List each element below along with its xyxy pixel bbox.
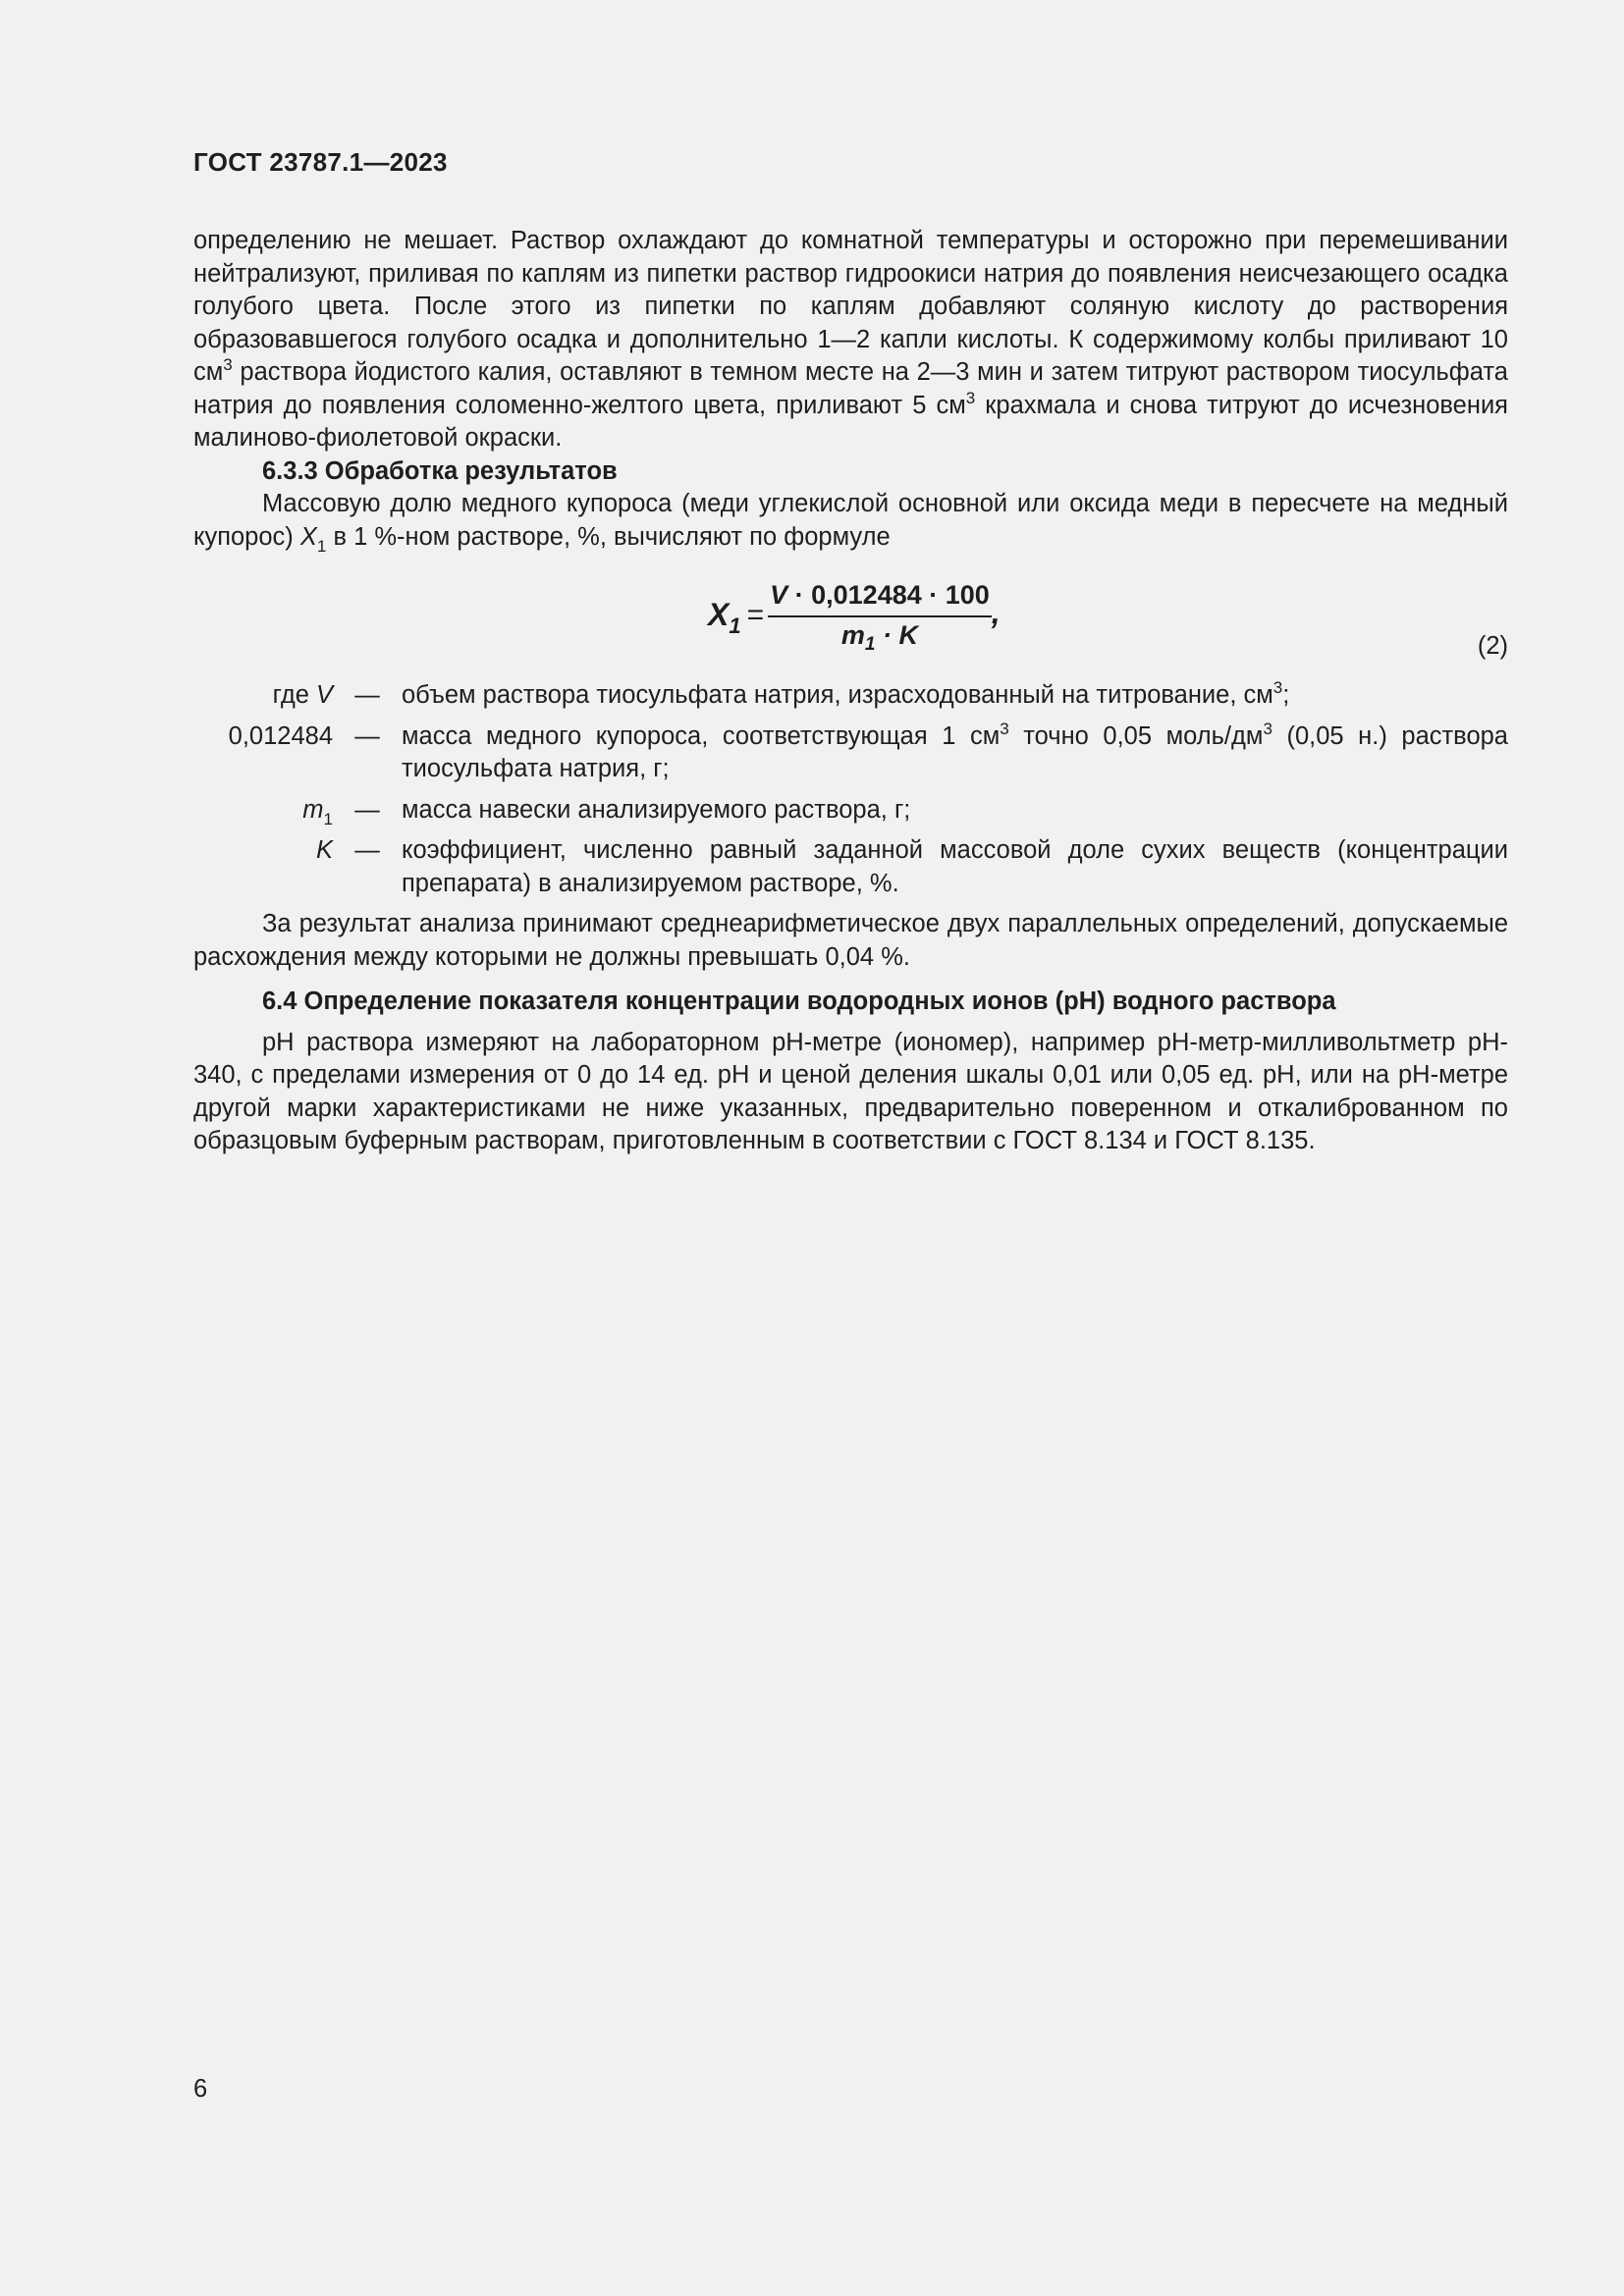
definition-text: масса медного купороса, соответствующая 1 $см^3$ точно 0,05 моль/$дм^3$ (0,05 н.) раствора тиосульфата натрия, г; — [402, 719, 1508, 782]
formula-2 — [708, 579, 1001, 655]
page-number: 6 — [193, 2075, 208, 2103]
definition-text: масса навески анализируемого раствора, г; — [402, 795, 911, 824]
section-heading-6-3-3: 6.3.3 Обработка результатов — [262, 456, 618, 485]
definition-constant: 0,012484 — масса медного купороса, соответствующая 1 $см^3$ точно 0,05 моль/$дм^3$ (0,05 н.) раствора тиосульфата натрия, г; — [193, 721, 1508, 786]
formula-numerator: V · 0,012484 · 100 — [768, 579, 992, 617]
definition-k: K — коэффициент, численно равный заданной массовой доле сухих веществ (концентрации препарата) в анализируемом растворе, %. — [193, 834, 1508, 900]
definition-symbol: $m_1$ — [302, 795, 333, 828]
section-6-4-text: pH раствора измеряют на лабораторном pH-метре (иономер), например pH-метр-милливольтметр pH-340, с пределами измерения от 0 до 14 ед. pH и ценой деления шкалы 0,01 или 0,05 ед. pH, или на pH-метре другой марки характеристиками не ниже указанных, предварительно поверенном и откалиброванном по образцовым буферным растворам, приготовленным в соответствии с ГОСТ 8.134 и ГОСТ 8.135. — [193, 1028, 1508, 1154]
variable-definitions — [193, 679, 1508, 900]
formula-equals: = — [746, 599, 765, 632]
formula-block — [193, 561, 1508, 679]
intro-paragraph: определению не мешает. Раствор охлаждают до комнатной температуры и осторожно при перемешивании нейтрализуют, приливая по каплям из пипетки раствор гидроокиси натрия до появления неисчезающего осадка голубого цвета. После этого из пипетки по каплям добавляют соляную кислоту до растворения образовавшегося голубого осадка и дополнительно 1—2 капли кислоты. К содержимому колбы приливают 10 $см^3$ раствора йодистого калия, оставляют в темном месте на 2—3 мин и затем титруют раствором тиосульфата натрия до появления соломенно-желтого цвета, приливают 5 $см^3$ крахмала и снова титруют до исчезновения малиново-фиолетовой окраски. — [193, 227, 1508, 452]
section-heading-6-4: 6.4 Определение показателя концентрации водородных ионов (pH) водного раствора — [262, 988, 1336, 1015]
result-paragraph: За результат анализа принимают среднеарифметическое двух параллельных определений, допускаемые расхождения между которыми не должны превышать 0,04 %. — [193, 910, 1508, 971]
formula-fraction — [768, 579, 992, 655]
definition-v: где V — объем раствора тиосульфата натрия, израсходованный на титрование, $см^3$; — [193, 679, 1508, 713]
definition-symbol: 0,012484 — [228, 721, 333, 750]
formula-lhs: $X_1$ — [708, 597, 741, 639]
definition-symbol: где V — [272, 681, 333, 709]
formula-comma: , — [991, 595, 1001, 631]
definition-symbol: K — [315, 836, 333, 864]
formula-denominator: $m_1 \cdot K$ — [840, 619, 918, 655]
equation-number: (2) — [1477, 632, 1508, 660]
definition-text: объем раствора тиосульфата натрия, израсходованный на титрование, $см^3$; — [402, 678, 1290, 709]
standard-header: ГОСТ 23787.1—2023 — [193, 147, 448, 177]
definition-text: коэффициент, численно равный заданной массовой доле сухих веществ (концентрации препарата) в анализируемом растворе, %. — [402, 836, 1508, 897]
body-text — [193, 225, 1508, 1158]
document-page — [193, 0, 1508, 2296]
definition-m1: $m_1$ — масса навески анализируемого раствора, г; — [193, 794, 1508, 828]
section-6-3-3-text: Массовую долю медного купороса (меди углекислой основной или оксида меди в пересчете на медный купорос) $X_1$ в 1 %-ном растворе, %, вычисляют по формуле — [193, 490, 1508, 556]
